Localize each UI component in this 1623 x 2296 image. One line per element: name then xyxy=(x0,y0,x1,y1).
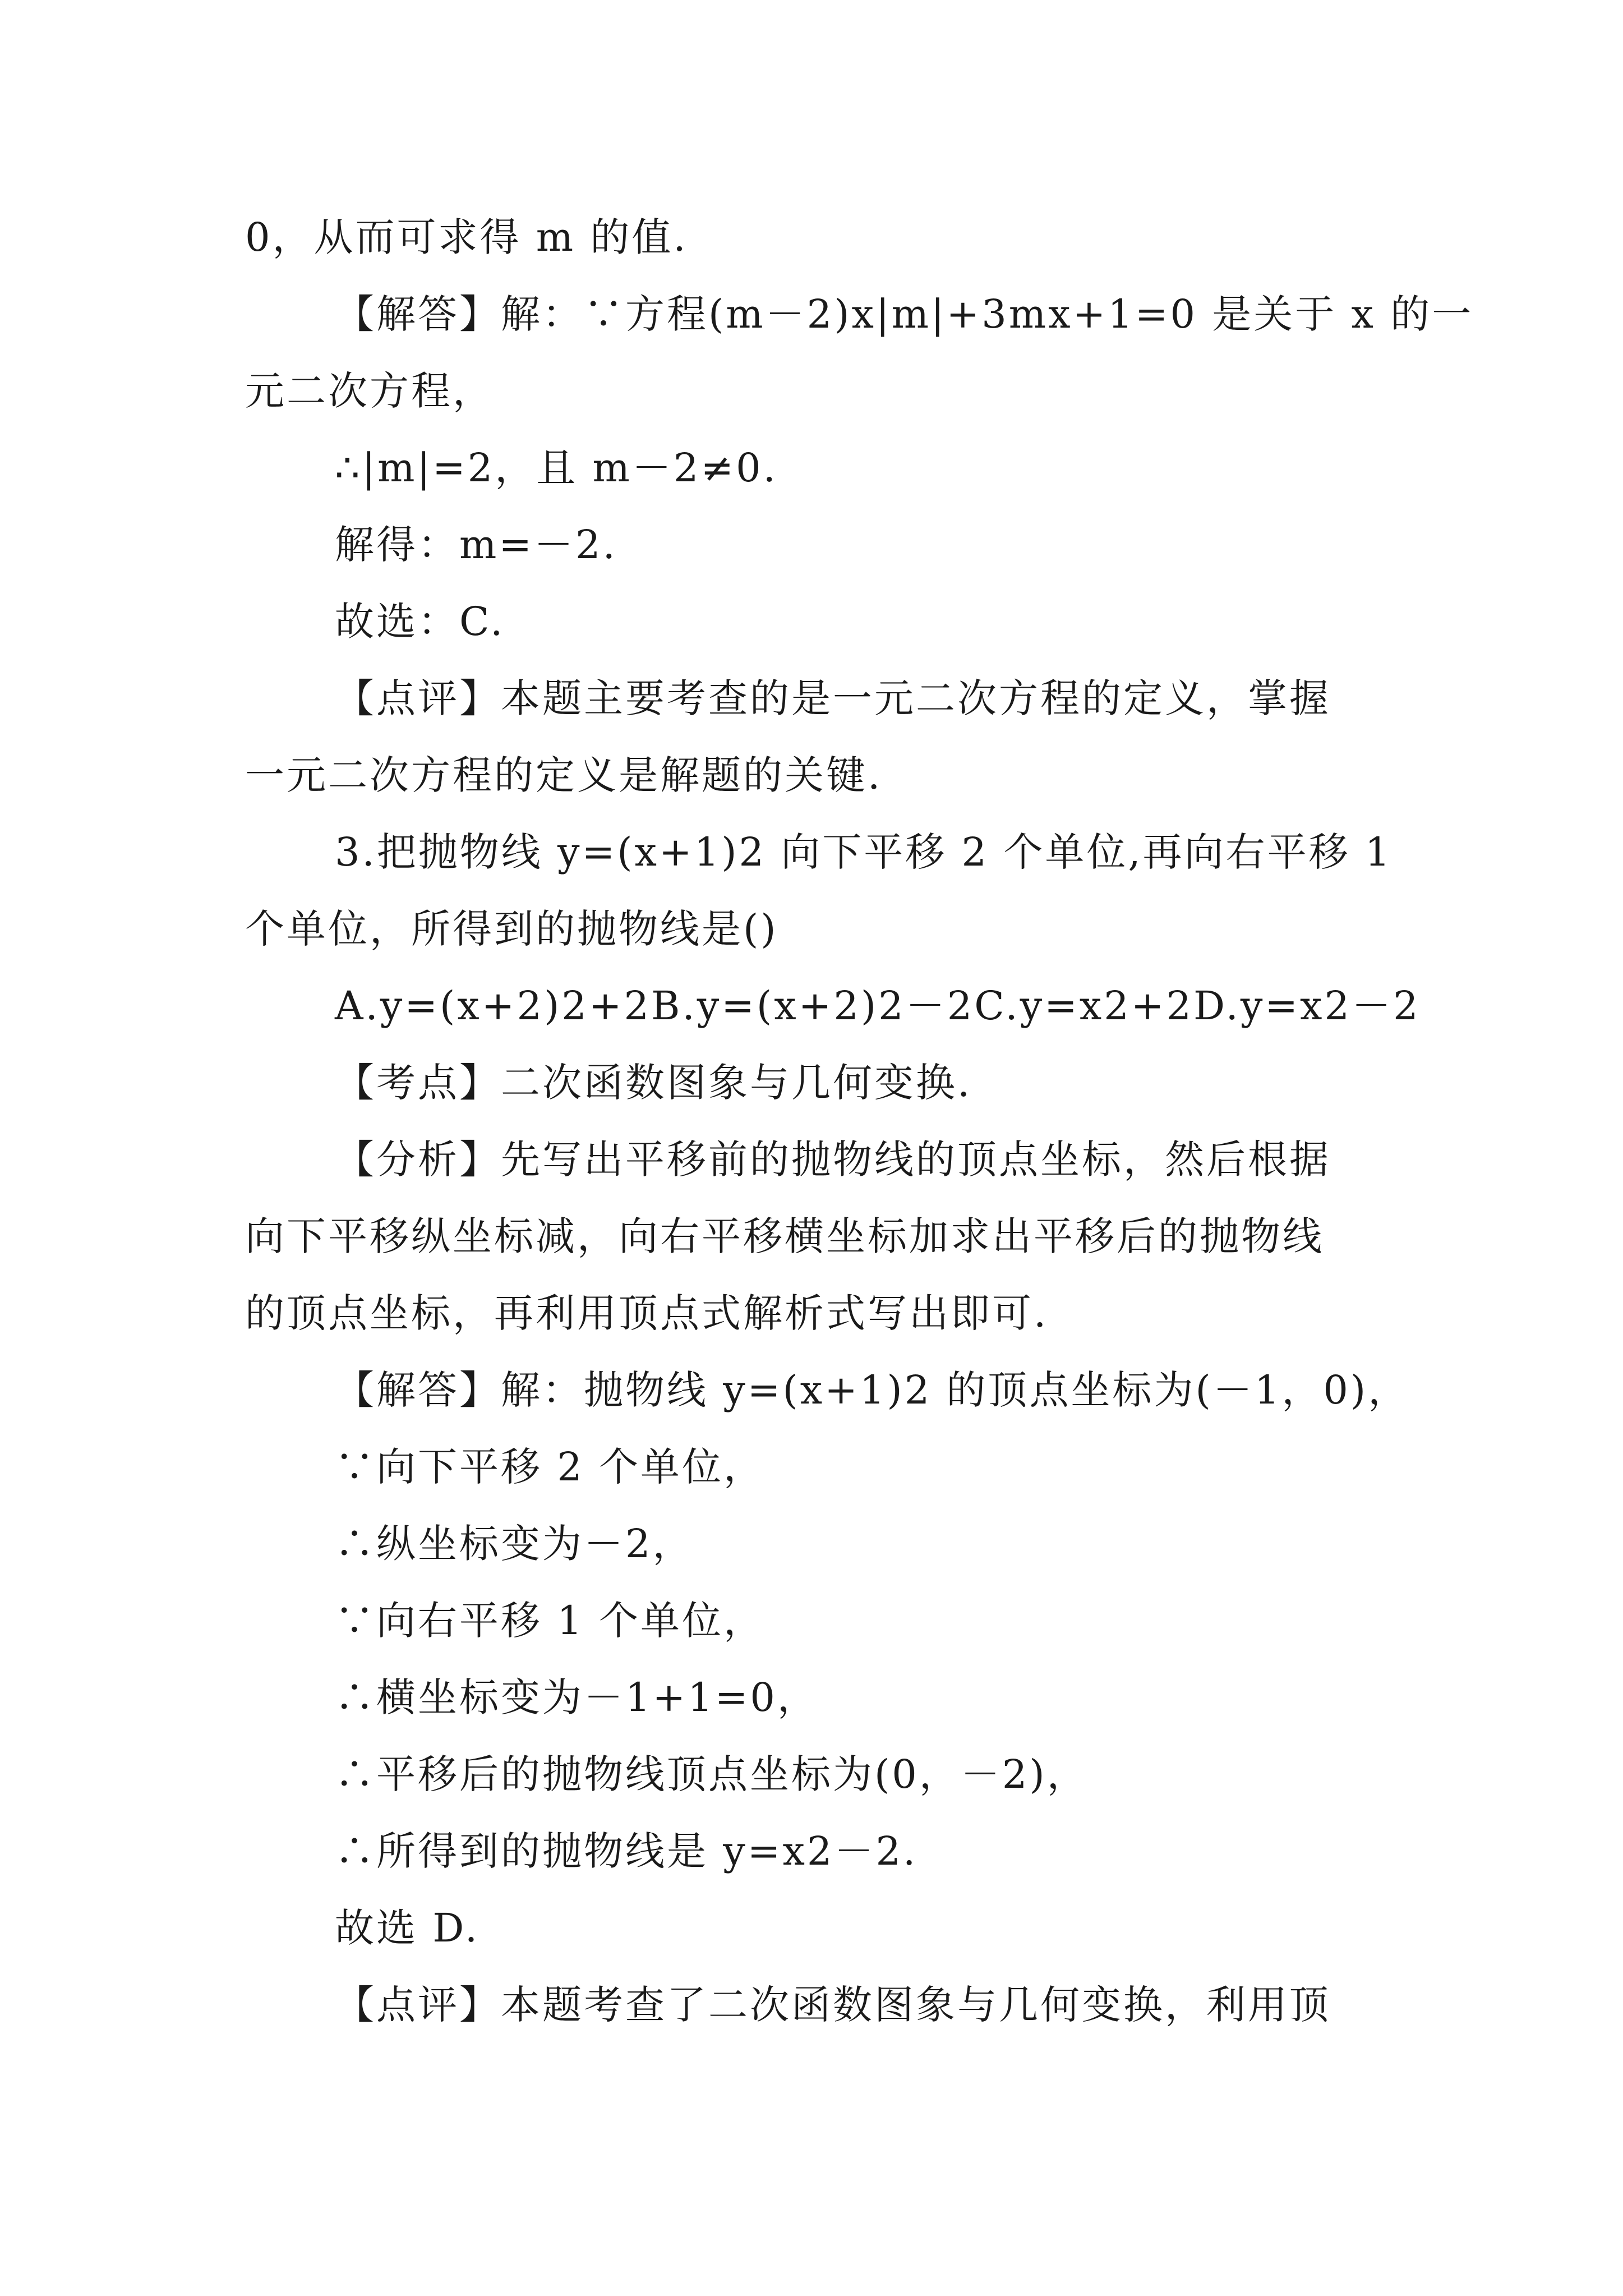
text-line: 解得：m=－2. xyxy=(335,522,617,568)
text-line: 故选 D. xyxy=(335,1905,480,1951)
text-line: 【解答】解：∵方程(m－2)x|m|+3mx+1=0 是关于 x 的一 xyxy=(335,291,1474,337)
text-line: ∵向下平移 2 个单位， xyxy=(335,1444,766,1490)
text-line: ∴纵坐标变为－2， xyxy=(335,1521,694,1567)
text-line: 3.把抛物线 y=(x+1)2 向下平移 2 个单位,再向右平移 1 xyxy=(335,829,1393,875)
text-line: 0，从而可求得 m 的值. xyxy=(245,214,688,260)
text-line: 向下平移纵坐标减，向右平移横坐标加求出平移后的抛物线 xyxy=(245,1213,1324,1259)
text-line: 元二次方程， xyxy=(245,368,494,414)
text-line: 【点评】本题考查了二次函数图象与几何变换，利用顶 xyxy=(335,1982,1331,2028)
text-line: 个单位，所得到的抛物线是() xyxy=(245,906,778,952)
text-line: 的顶点坐标，再利用顶点式解析式写出即可. xyxy=(245,1290,1049,1336)
text-line: ∴横坐标变为－1+1=0， xyxy=(335,1674,819,1720)
text-line: ∵向右平移 1 个单位， xyxy=(335,1598,766,1644)
text-line: 【考点】二次函数图象与几何变换. xyxy=(335,1060,972,1106)
text-line: 【解答】解：抛物线 y=(x+1)2 的顶点坐标为(－1，0)， xyxy=(335,1367,1410,1413)
text-line: ∴|m|=2，且 m－2≠0. xyxy=(335,445,778,491)
text-line: A.y=(x+2)2+2B.y=(x+2)2－2C.y=x2+2D.y=x2－2 xyxy=(335,983,1421,1029)
text-line: 【分析】先写出平移前的抛物线的顶点坐标，然后根据 xyxy=(335,1137,1331,1182)
text-line: ∴所得到的抛物线是 y=x2－2. xyxy=(335,1828,918,1874)
text-line: ∴平移后的抛物线顶点坐标为(0，－2)， xyxy=(335,1751,1089,1797)
text-line: 一元二次方程的定义是解题的关键. xyxy=(245,752,883,798)
text-line: 【点评】本题主要考查的是一元二次方程的定义，掌握 xyxy=(335,675,1331,721)
text-line: 故选：C. xyxy=(335,599,505,645)
